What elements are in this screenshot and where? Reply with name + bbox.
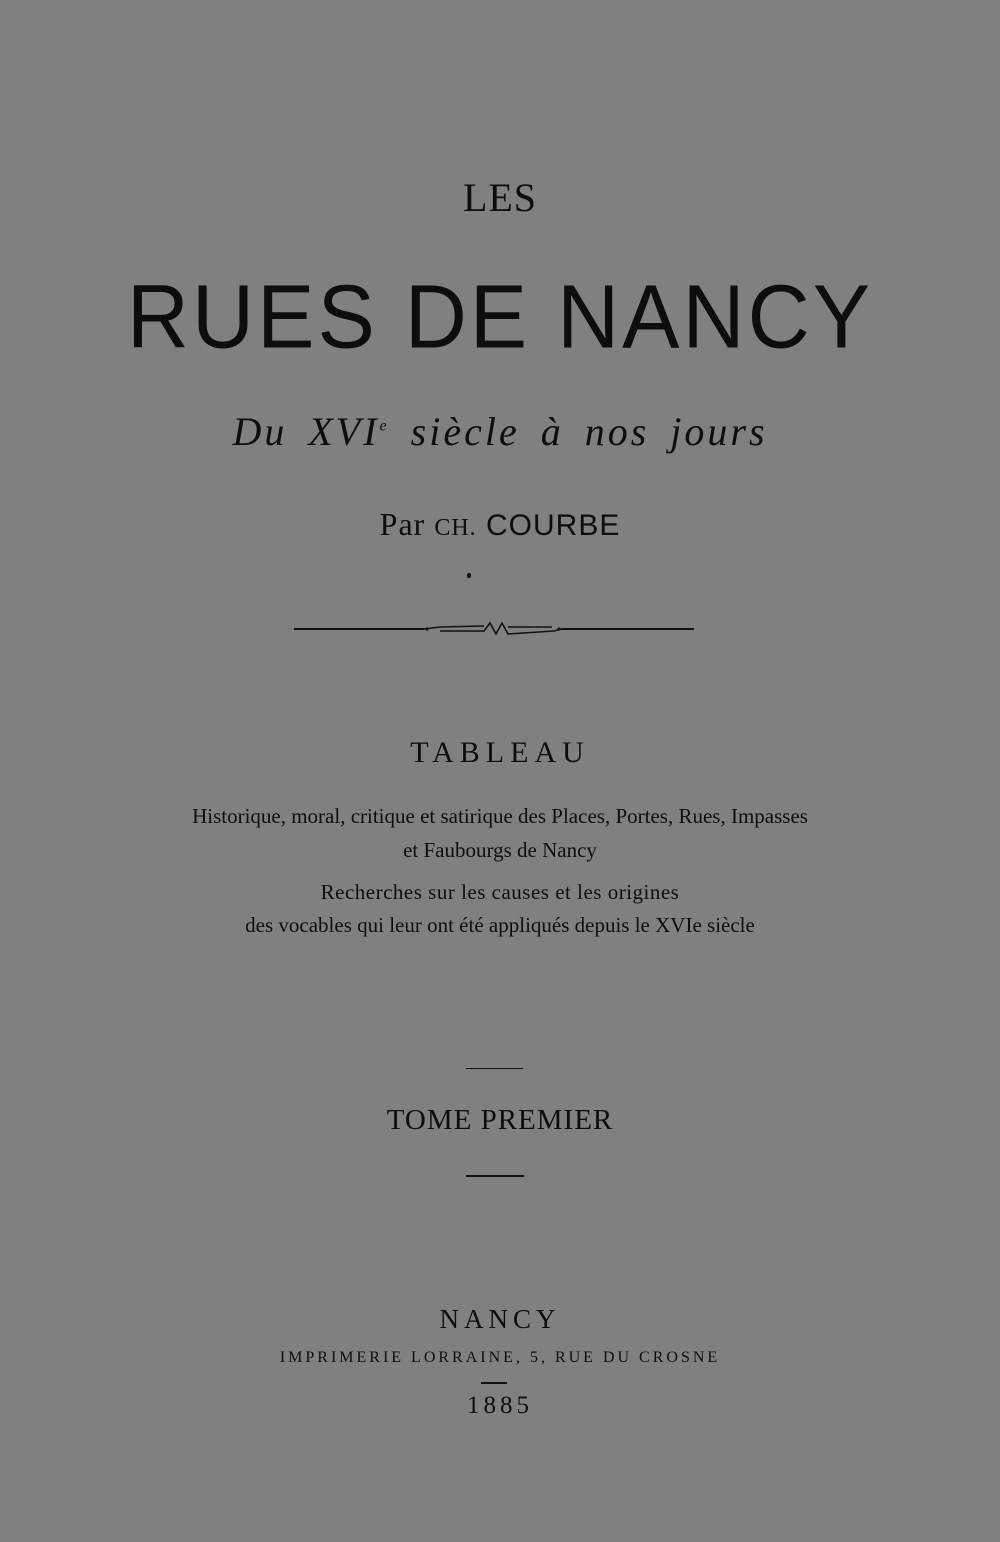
- divider-upper: [466, 1068, 523, 1069]
- imprint-year: 1885: [467, 1392, 533, 1419]
- subtitle-superscript: e: [379, 417, 390, 435]
- ornament-rule-icon: [294, 616, 696, 640]
- divider-lower: [466, 1175, 524, 1177]
- description-line-3: Recherches sur les causes et les origines: [320, 880, 680, 904]
- volume-label: TOME PREMIER: [386, 1104, 614, 1136]
- subtitle: [0, 408, 1000, 455]
- author-initial: CH.: [434, 515, 477, 541]
- main-title: RUES DE NANCY: [126, 266, 874, 368]
- description-line-4: des vocables qui leur ont été appliqués depuis le XVIe siècle: [245, 913, 755, 937]
- description-line-1: Historique, moral, critique et satirique des Places, Portes, Rues, Impasses: [192, 804, 808, 828]
- title-les: LES: [462, 175, 538, 220]
- author-name: COURBE: [476, 509, 621, 542]
- imprint-printer: IMPRIMERIE LORRAINE, 5, RUE DU CROSNE: [279, 1349, 721, 1366]
- author-line: [0, 506, 1000, 543]
- description-line-2: et Faubourgs de Nancy: [403, 838, 597, 862]
- imprint-city: NANCY: [439, 1304, 561, 1334]
- section-heading: TABLEAU: [410, 736, 590, 769]
- subtitle-post: siècle à nos jours: [389, 409, 768, 454]
- author-par: Par: [379, 506, 435, 542]
- stray-dot: [467, 573, 471, 578]
- divider-imprint: [481, 1382, 507, 1384]
- subtitle-pre: Du XVI: [232, 409, 380, 454]
